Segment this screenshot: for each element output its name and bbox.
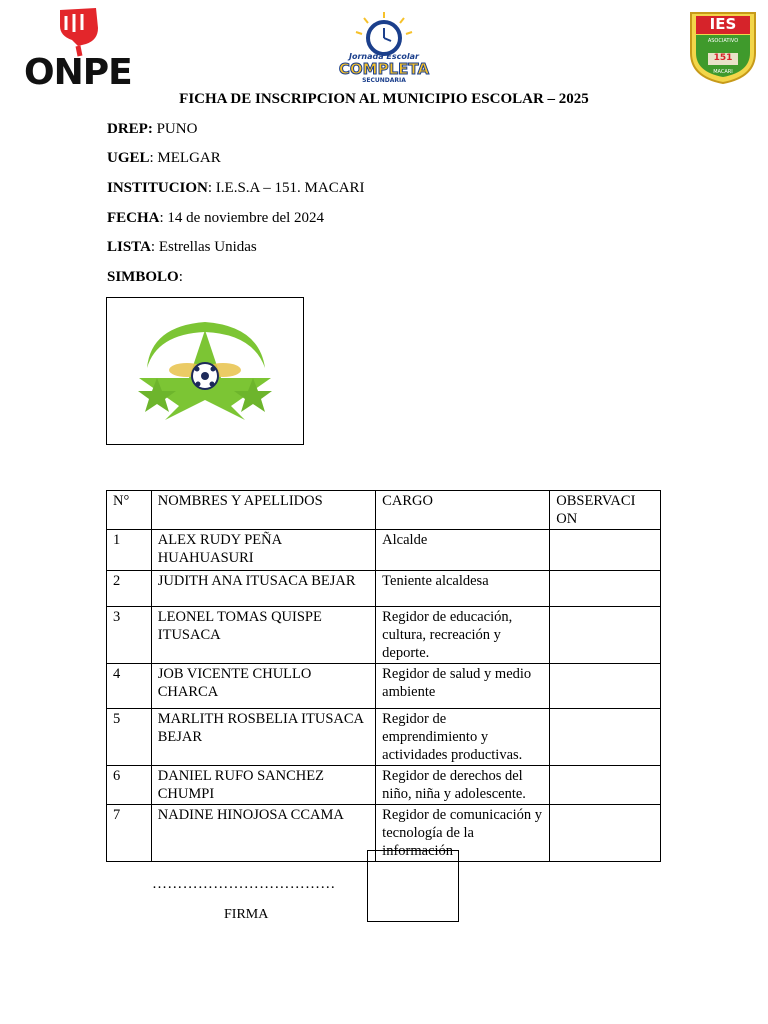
table-row	[107, 607, 661, 664]
row-observacion	[550, 766, 661, 805]
field-label: LISTA	[107, 239, 151, 255]
ies-badge-bottom: MACARI	[713, 69, 733, 75]
field-label: FECHA	[107, 210, 160, 226]
row-name: JOB VICENTE CHULLO CHARCA	[151, 664, 375, 709]
jec-line2: COMPLETA	[338, 60, 430, 78]
field-ugel	[107, 150, 221, 167]
row-observacion	[550, 607, 661, 664]
field-value: : MELGAR	[149, 150, 221, 166]
row-name: JUDITH ANA ITUSACA BEJAR	[151, 571, 375, 607]
row-cargo: Regidor de emprendimiento y actividades productivas.	[376, 709, 550, 766]
row-number: 6	[107, 766, 152, 805]
row-cargo: Regidor de comunicación y tecnología de la información	[376, 805, 550, 862]
jec-logo	[334, 10, 434, 86]
signature-line: ………………………………	[152, 876, 336, 892]
field-value: PUNO	[152, 121, 198, 137]
row-cargo: Regidor de salud y medio ambiente	[376, 664, 550, 709]
jec-line1: Jornada Escolar	[349, 52, 419, 61]
row-number: 1	[107, 530, 152, 571]
field-fecha	[107, 210, 324, 227]
field-label: UGEL	[107, 150, 150, 166]
field-label: DREP:	[107, 121, 153, 137]
row-number: 7	[107, 805, 152, 862]
star-soccer-ball-icon	[107, 298, 303, 444]
document-title: FICHA DE INSCRIPCION AL MUNICIPIO ESCOLAR – 2025	[179, 91, 589, 107]
fingerprint-box	[367, 850, 459, 922]
row-number: 4	[107, 664, 152, 709]
row-cargo: Alcalde	[376, 530, 550, 571]
field-value: : Estrellas Unidas	[150, 239, 257, 255]
row-observacion	[550, 664, 661, 709]
field-value: : 14 de noviembre del 2024	[159, 210, 325, 226]
jec-line3: SECUNDARIA	[362, 77, 406, 84]
candidate-table	[106, 490, 661, 862]
row-name: ALEX RUDY PEÑA HUAHUASURI	[151, 530, 375, 571]
table-row	[107, 709, 661, 766]
row-name: MARLITH ROSBELIA ITUSACA BEJAR	[151, 709, 375, 766]
row-observacion	[550, 571, 661, 607]
table-header-row	[107, 491, 661, 530]
table-row	[107, 530, 661, 571]
ies-badge-sub: ASOCIATIVO	[707, 38, 739, 44]
row-cargo: Regidor de derechos del niño, niña y adolescente.	[376, 766, 550, 805]
row-name: LEONEL TOMAS QUISPE ITUSACA	[151, 607, 375, 664]
field-drep	[107, 121, 197, 138]
onpe-logo	[22, 6, 134, 92]
row-name: DANIEL RUFO SANCHEZ CHUMPI	[151, 766, 375, 805]
header-cell-cargo: CARGO	[376, 491, 550, 530]
row-number: 3	[107, 607, 152, 664]
field-institucion	[107, 180, 365, 197]
table-row	[107, 571, 661, 607]
row-observacion	[550, 530, 661, 571]
table-row	[107, 664, 661, 709]
header-cell-number: N°	[107, 491, 152, 530]
signature-label: FIRMA	[224, 907, 269, 922]
ies-badge-number: 151	[713, 53, 733, 63]
field-value: :	[178, 269, 183, 285]
onpe-wordmark: ONPE	[24, 52, 132, 93]
row-observacion	[550, 709, 661, 766]
row-cargo: Regidor de educación, cultura, recreación y deporte.	[376, 607, 550, 664]
field-lista	[107, 239, 257, 256]
header-cell-name: NOMBRES Y APELLIDOS	[151, 491, 375, 530]
field-simbolo	[107, 269, 183, 286]
row-observacion	[550, 805, 661, 862]
ies-badge-logo	[688, 9, 758, 85]
list-symbol-frame	[106, 297, 304, 445]
ies-badge-top: IES	[709, 15, 737, 33]
table-row	[107, 766, 661, 805]
field-label: INSTITUCION	[107, 180, 208, 196]
field-label: SIMBOLO	[107, 269, 179, 285]
header-cell-observacion: OBSERVACI ON	[550, 491, 661, 530]
row-number: 2	[107, 571, 152, 607]
row-cargo: Teniente alcaldesa	[376, 571, 550, 607]
row-name: NADINE HINOJOSA CCAMA	[151, 805, 375, 862]
row-number: 5	[107, 709, 152, 766]
field-value: : I.E.S.A – 151. MACARI	[207, 180, 365, 196]
